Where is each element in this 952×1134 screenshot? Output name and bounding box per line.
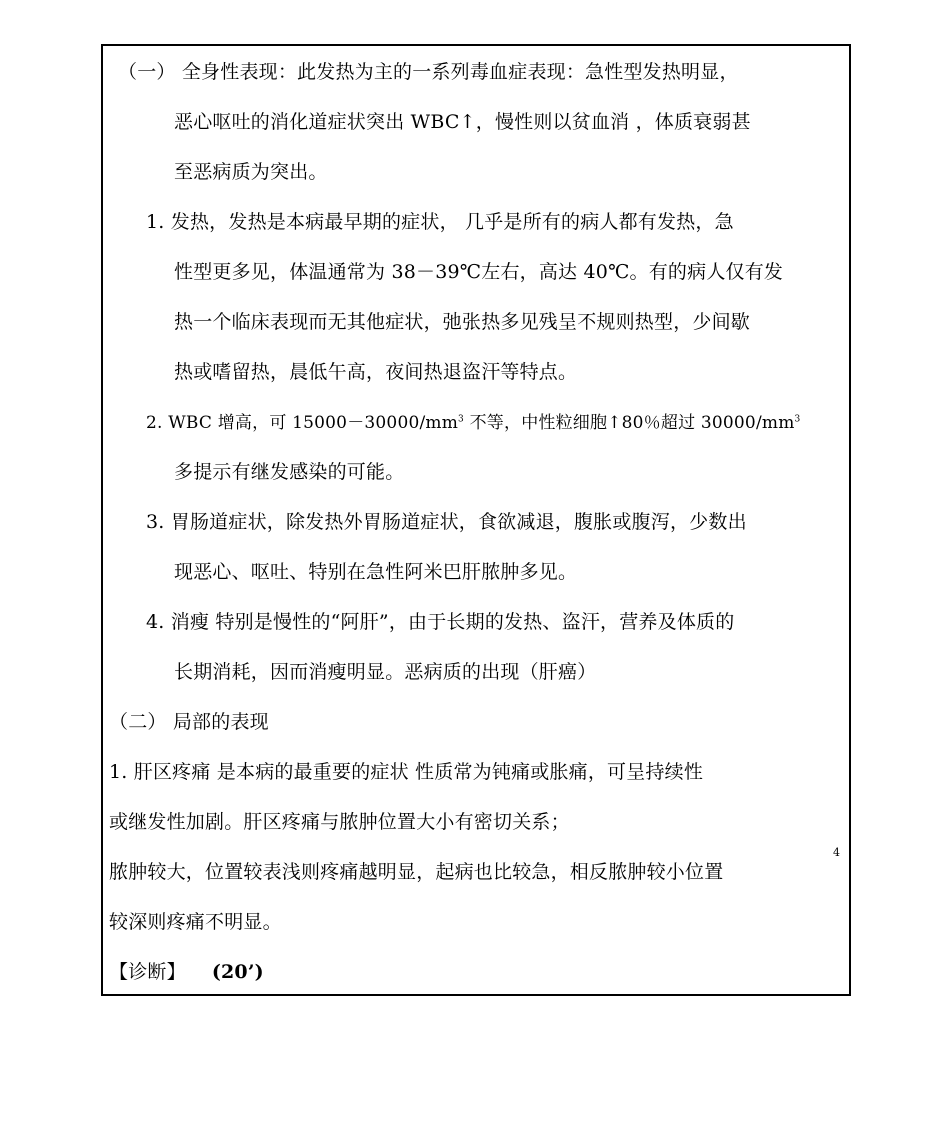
cubic-superscript: 3 (794, 414, 801, 425)
item2-line1-text-b: 不等，中性粒细胞↑80％超过 30000/mm (463, 413, 795, 433)
page-number: 4 (833, 846, 840, 859)
item2-line1-text-a: 2. WBC 增高，可 15000－30000/mm (146, 413, 459, 433)
item2-line1 (146, 412, 800, 434)
section2-line4: 较深则疼痛不明显。 (109, 911, 282, 933)
item3-line1: 3. 胃肠道症状，除发热外胃肠道症状，食欲减退，腹胀或腹泻，少数出 (146, 511, 747, 533)
item2-line2: 多提示有继发感染的可能。 (174, 461, 405, 483)
item1-line4: 热或嗜留热，晨低午高，夜间热退盗汗等特点。 (174, 361, 578, 383)
item3-line2: 现恶心、呕吐、特别在急性阿米巴肝脓肿多见。 (174, 561, 578, 583)
section1-heading: （一） 全身性表现：此发热为主的一系列毒血症表现：急性型发热明显， (118, 61, 739, 83)
cubic-superscript: 3 (458, 414, 464, 425)
section2-heading: （二） 局部的表现 (109, 711, 269, 733)
diagnosis-heading (109, 961, 264, 983)
section2-line2: 或继发性加剧。肝区疼痛与脓肿位置大小有密切关系； (109, 811, 570, 833)
item1-line2: 性型更多见，体温通常为 38－39℃左右，高达 40℃。有的病人仅有发 (174, 261, 784, 283)
section2-line1: 1. 肝区疼痛 是本病的最重要的症状 性质常为钝痛或胀痛，可呈持续性 (109, 761, 704, 783)
item1-line1: 1. 发热，发热是本病最早期的症状， 几乎是所有的病人都有发热，急 (146, 211, 734, 233)
item4-line2: 长期消耗，因而消瘦明显。恶病质的出现（肝癌） (174, 661, 597, 683)
diagnosis-label: 【诊断】 (109, 961, 186, 983)
item1-line3: 热一个临床表现而无其他症状，弛张热多见残呈不规则热型，少间歇 (174, 311, 751, 333)
section1-line2: 恶心呕吐的消化道症状突出 WBC↑，慢性则以贫血消 ，体质衰弱甚 (174, 111, 751, 133)
item4-line1: 4. 消瘦 特别是慢性的“阿肝”，由于长期的发热、盗汗，营养及体质的 (146, 611, 735, 633)
section2-line3: 脓肿较大，位置较表浅则疼痛越明显，起病也比较急，相反脓肿较小位置 (109, 861, 724, 883)
section1-line3: 至恶病质为突出。 (174, 161, 328, 183)
diagnosis-score: (20’) (211, 961, 264, 983)
